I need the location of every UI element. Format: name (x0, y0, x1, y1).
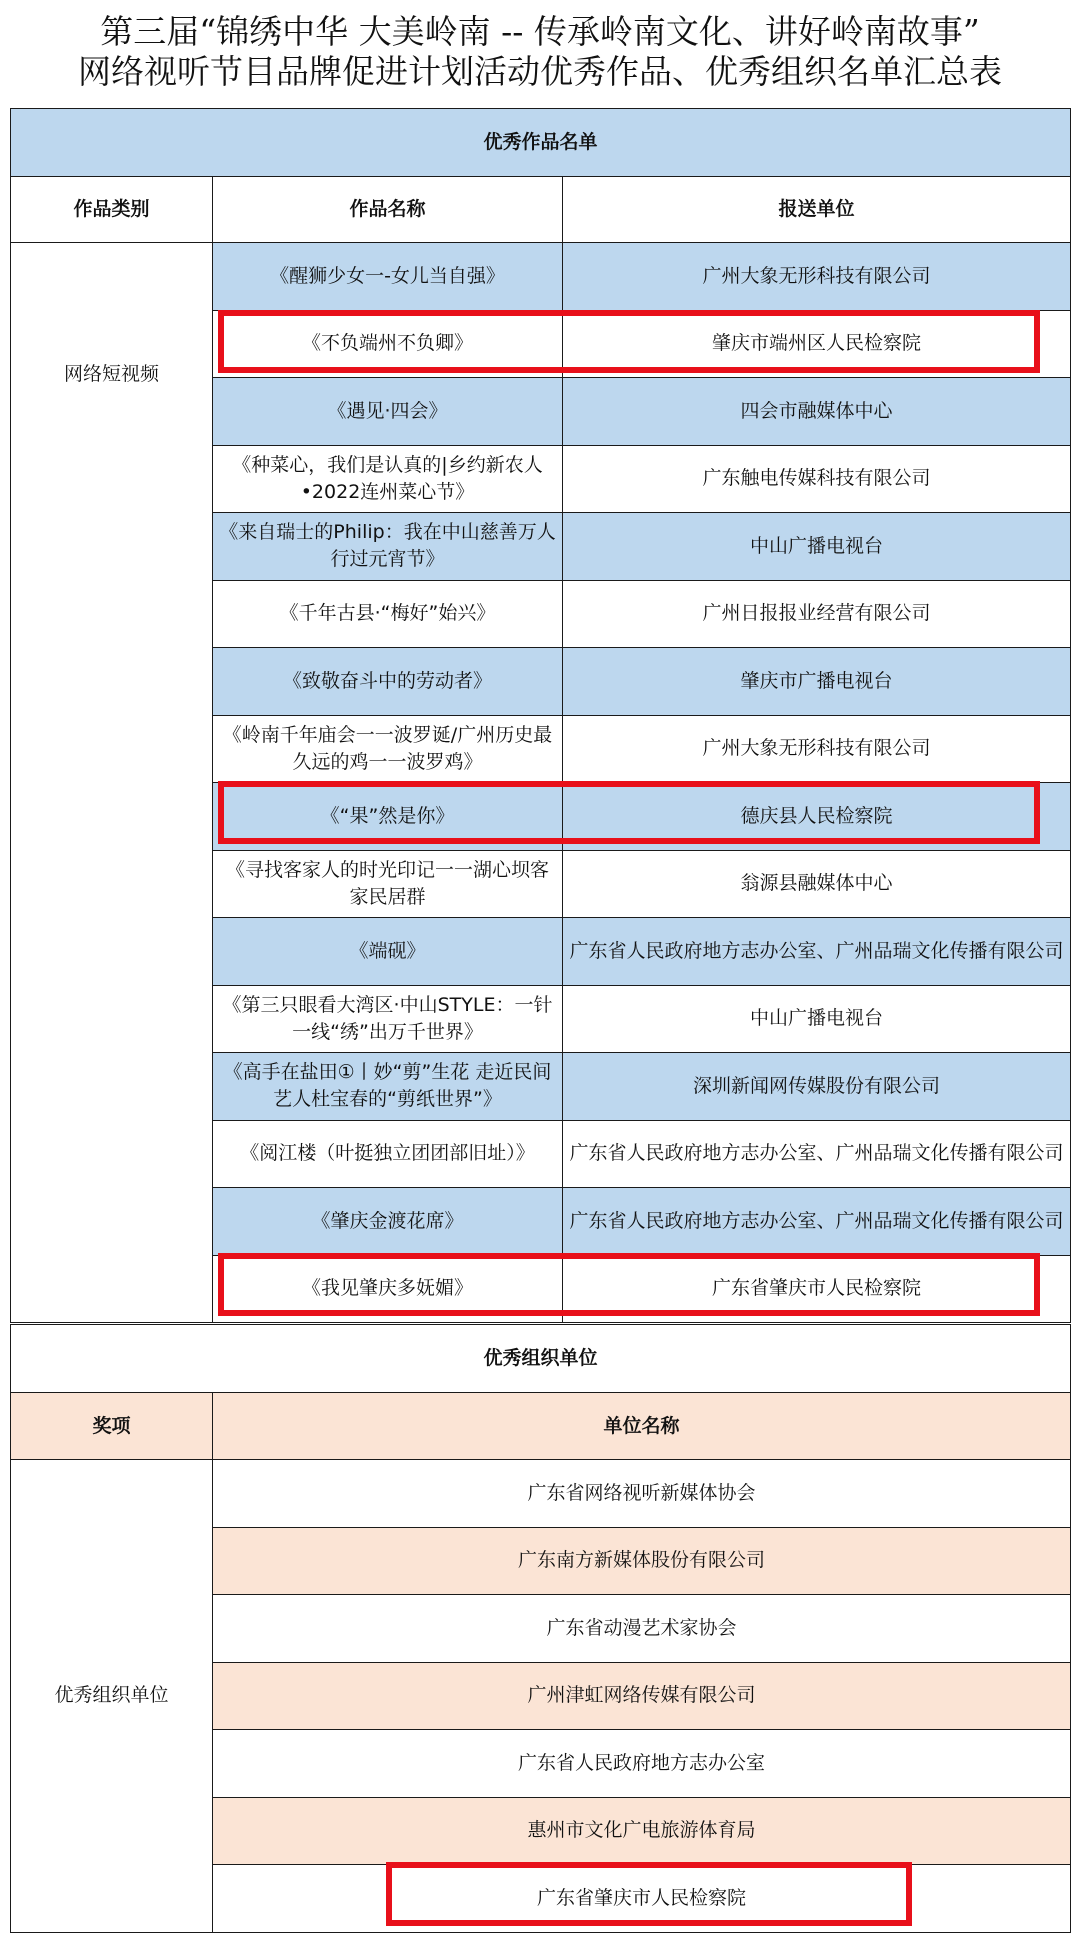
org-unit-cell: 惠州市文化广电旅游体育局 (213, 1797, 1071, 1865)
highlight-box (218, 781, 1040, 844)
submitting-unit-cell: 广东省人民政府地方志办公室、广州品瑞文化传播有限公司 (563, 1188, 1071, 1256)
work-name-cell: 《肇庆金渡花席》 (213, 1188, 563, 1256)
org-unit-cell: 广东省人民政府地方志办公室 (213, 1730, 1071, 1798)
org-unit-cell: 广州津虹网络传媒有限公司 (213, 1662, 1071, 1730)
column-header-unit-name: 单位名称 (213, 1393, 1071, 1460)
submitting-unit-cell: 广东省肇庆市人民检察院 (563, 1255, 1071, 1323)
submitting-unit-cell: 深圳新闻网传媒股份有限公司 (563, 1053, 1071, 1121)
column-header-submitting-unit: 报送单位 (563, 177, 1071, 243)
works-table (10, 108, 1071, 1323)
work-name-cell: 《我见肇庆多妩媚》 (213, 1255, 563, 1323)
org-section-heading: 优秀组织单位 (11, 1325, 1071, 1393)
org-unit-cell: 广东省动漫艺术家协会 (213, 1595, 1071, 1663)
submitting-unit-cell: 翁源县融媒体中心 (563, 850, 1071, 918)
column-header-work-name: 作品名称 (213, 177, 563, 243)
highlight-box (386, 1862, 912, 1926)
work-name-cell: 《致敬奋斗中的劳动者》 (213, 648, 563, 716)
column-header-award: 奖项 (11, 1393, 213, 1460)
work-name-cell: 《千年古县·“梅好”始兴》 (213, 580, 563, 648)
table-row (11, 243, 1071, 311)
submitting-unit-cell: 四会市融媒体中心 (563, 378, 1071, 446)
work-name-cell: 《阅江楼（叶挺独立团团部旧址）》 (213, 1120, 563, 1188)
org-unit-cell: 广东省肇庆市人民检察院 (213, 1865, 1071, 1933)
table-row (11, 1460, 1071, 1528)
works-section-heading: 优秀作品名单 (11, 109, 1071, 177)
work-name-cell: 《来自瑞士的Philip：我在中山慈善万人行过元宵节》 (213, 513, 563, 581)
work-name-cell: 《第三只眼看大湾区·中山STYLE：一针一线“绣”出万千世界》 (213, 985, 563, 1053)
work-name-cell: 《寻找客家人的时光印记一一湖心坝客家民居群 (213, 850, 563, 918)
submitting-unit-cell: 中山广播电视台 (563, 513, 1071, 581)
work-name-cell: 《醒狮少女一-女儿当自强》 (213, 243, 563, 311)
submitting-unit-cell: 肇庆市广播电视台 (563, 648, 1071, 716)
award-category-cell: 优秀组织单位 (11, 1460, 213, 1933)
work-name-cell: 《高手在盐田①丨妙“剪”生花 走近民间艺人杜宝春的“剪纸世界”》 (213, 1053, 563, 1121)
page-title-line-2: 网络视听节目品牌促进计划活动优秀作品、优秀组织名单汇总表 (78, 52, 1002, 91)
highlight-box (218, 1253, 1040, 1316)
work-name-cell: 《“果”然是你》 (213, 783, 563, 851)
submitting-unit-cell: 广州大象无形科技有限公司 (563, 715, 1071, 783)
submitting-unit-cell: 肇庆市端州区人民检察院 (563, 310, 1071, 378)
work-name-cell: 《种菜心，我们是认真的|乡约新农人•2022连州菜心节》 (213, 445, 563, 513)
work-name-cell: 《端砚》 (213, 918, 563, 986)
submitting-unit-cell: 中山广播电视台 (563, 985, 1071, 1053)
submitting-unit-cell: 广东省人民政府地方志办公室、广州品瑞文化传播有限公司 (563, 1120, 1071, 1188)
page-title-line-1: 第三届“锦绣中华 大美岭南 -- 传承岭南文化、讲好岭南故事” (100, 12, 980, 51)
org-unit-cell: 广东南方新媒体股份有限公司 (213, 1527, 1071, 1595)
work-name-cell: 《遇见·四会》 (213, 378, 563, 446)
highlight-box (218, 310, 1040, 373)
org-unit-cell: 广东省网络视听新媒体协会 (213, 1460, 1071, 1528)
column-header-category: 作品类别 (11, 177, 213, 243)
submitting-unit-cell: 广州大象无形科技有限公司 (563, 243, 1071, 311)
category-cell: 网络短视频 (11, 243, 213, 1323)
work-name-cell: 《不负端州不负卿》 (213, 310, 563, 378)
submitting-unit-cell: 广东省人民政府地方志办公室、广州品瑞文化传播有限公司 (563, 918, 1071, 986)
organizations-table (10, 1324, 1071, 1933)
work-name-cell: 《岭南千年庙会一一波罗诞/广州历史最久远的鸡一一波罗鸡》 (213, 715, 563, 783)
submitting-unit-cell: 广州日报报业经营有限公司 (563, 580, 1071, 648)
submitting-unit-cell: 德庆县人民检察院 (563, 783, 1071, 851)
submitting-unit-cell: 广东触电传媒科技有限公司 (563, 445, 1071, 513)
